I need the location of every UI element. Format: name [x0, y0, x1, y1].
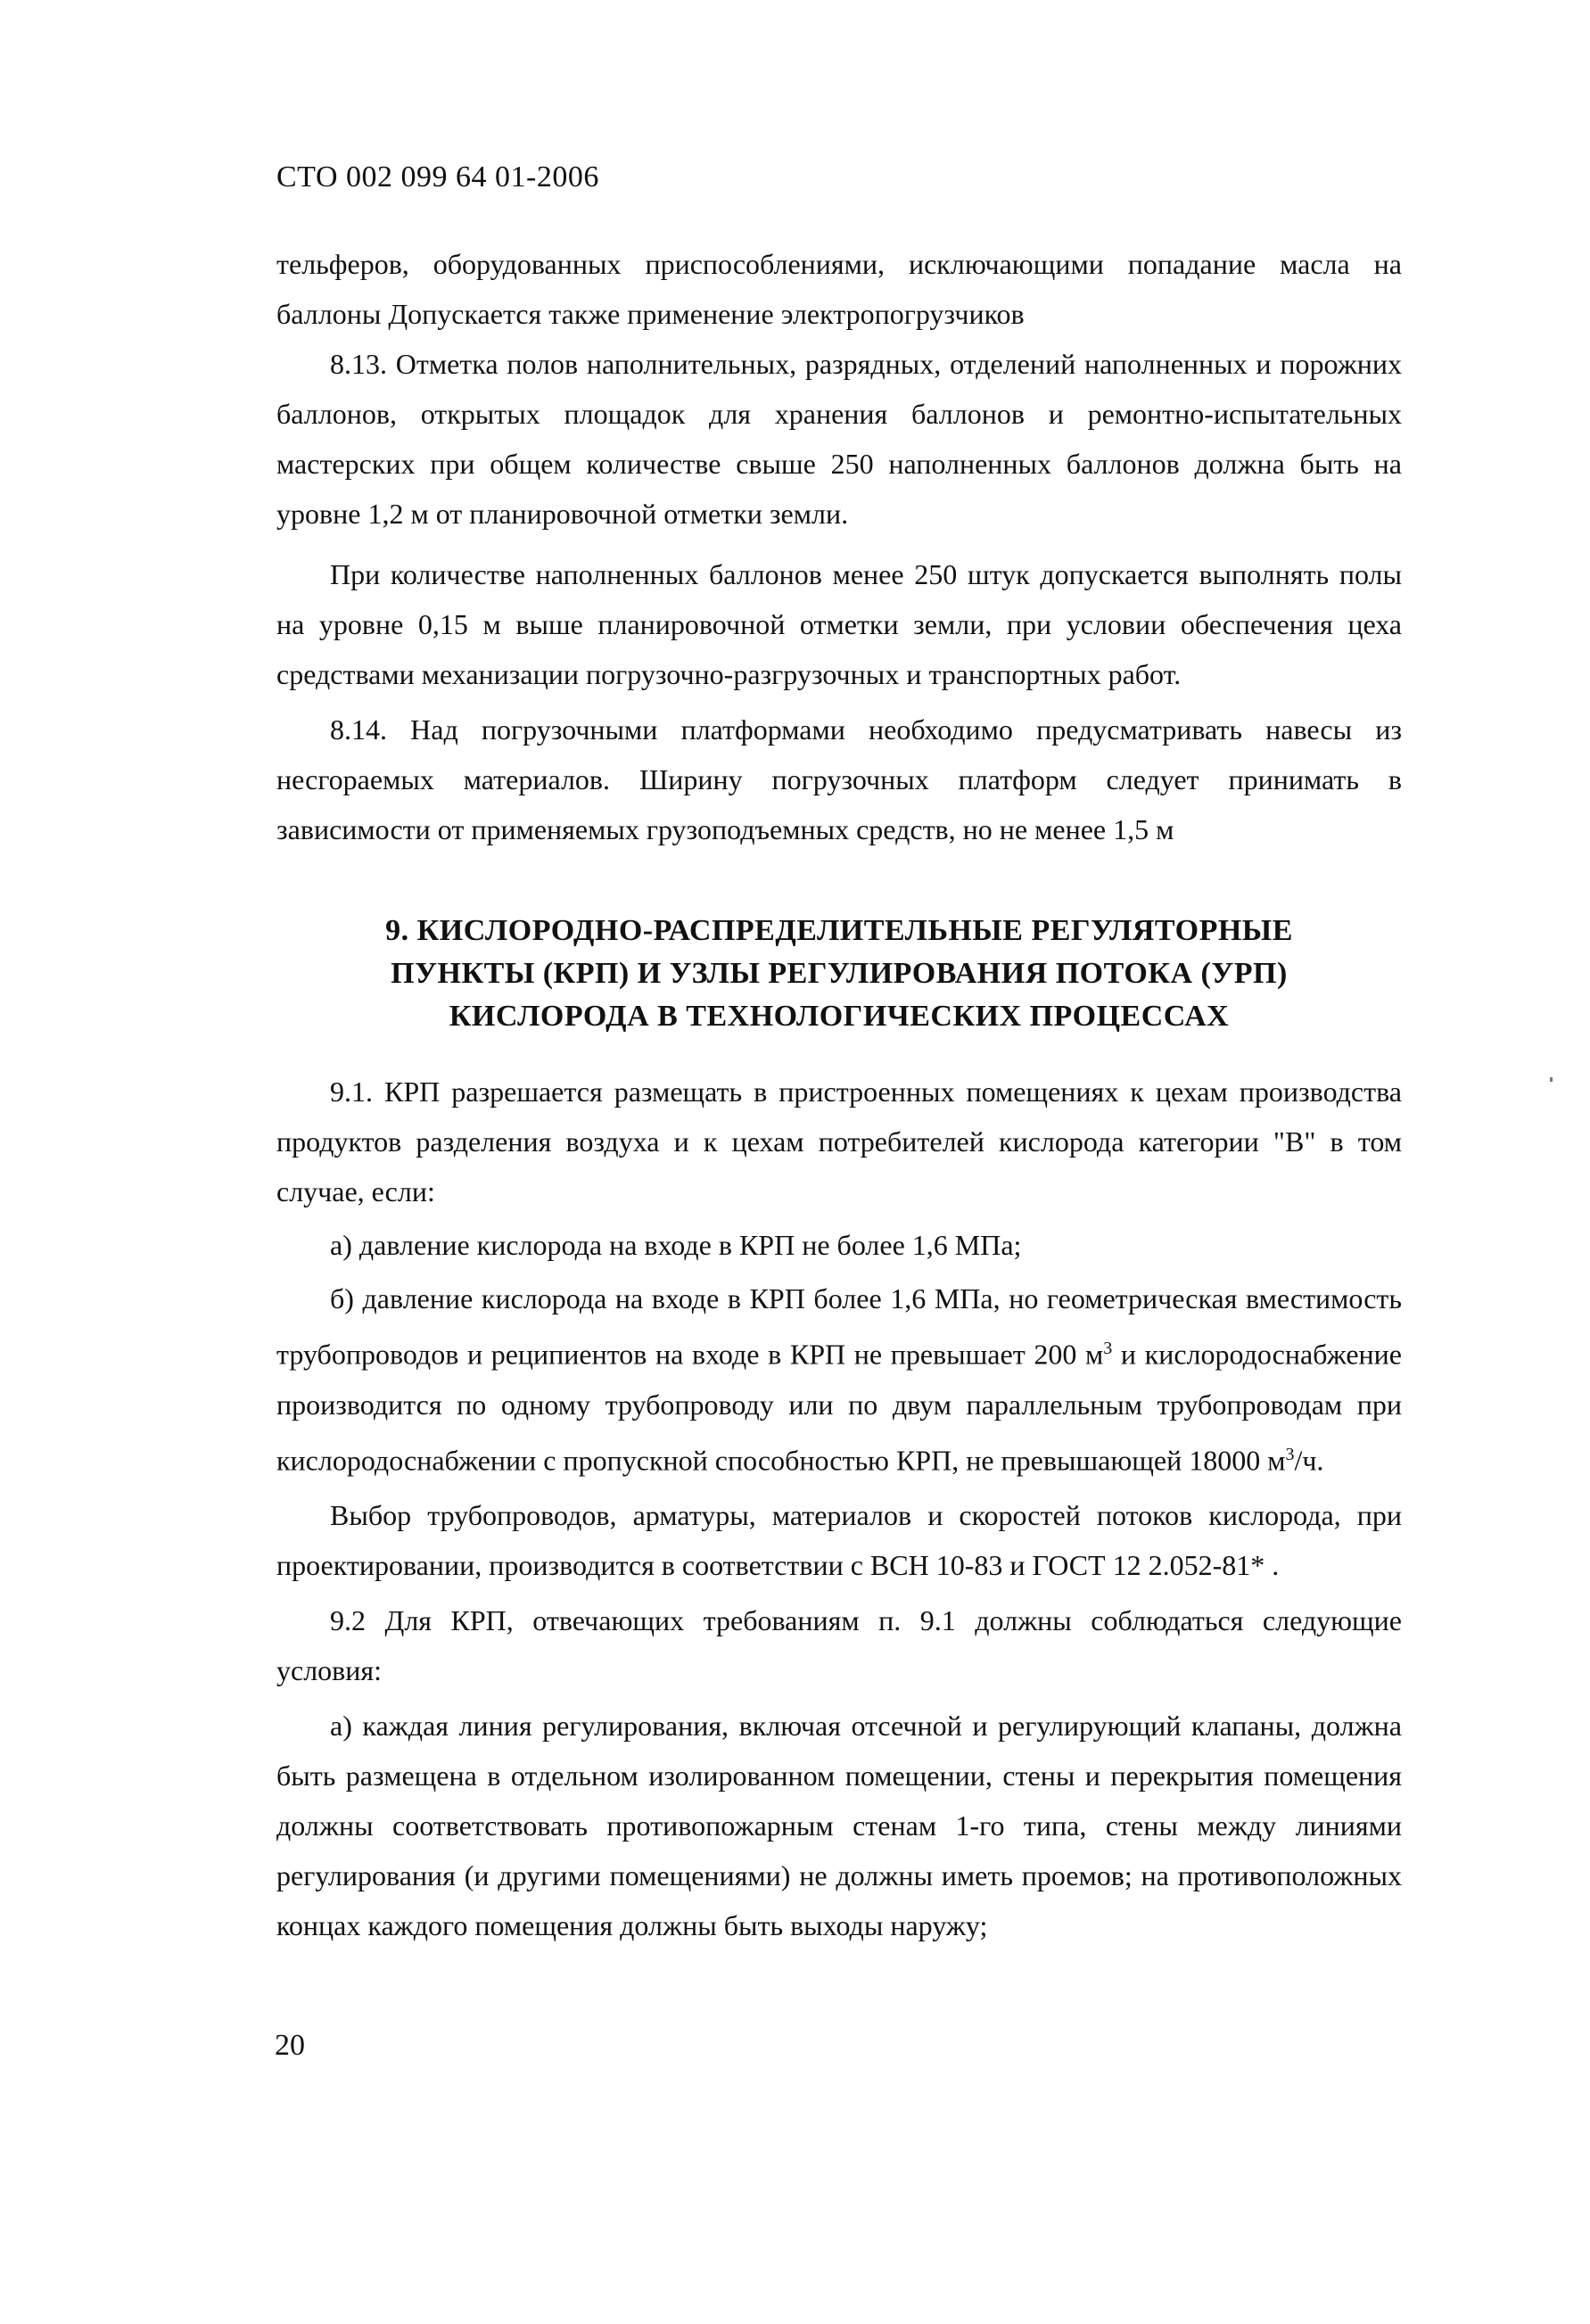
paragraph-8-13: 8.13. Отметка полов наполнительных, разрядных, отделений наполненных и порожних баллонов, открытых площадок для хранения баллонов и ремонтно-испытательных мастерских при общем количестве свыше 250 наполненных баллонов должна быть на уровне 1,2 м от планировочной отметки земли. — [276, 348, 1402, 530]
superscript: 3 — [1103, 1339, 1113, 1358]
section-title-line: КИСЛОРОДА В ТЕХНОЛОГИЧЕСКИХ ПРОЦЕССАХ — [449, 1000, 1230, 1033]
document-header: СТО 002 099 64 01-2006 — [276, 161, 599, 194]
text-block-2 — [276, 1067, 1402, 1950]
scan-speck — [1550, 1077, 1553, 1082]
paragraph-9-1-b — [276, 1273, 1402, 1485]
paragraph-text: б) давление кислорода на входе в КРП более 1,6 МПа, но геометрическая вместимость трубопроводов и реципиентов на входе в КРП не превышает 200 м — [276, 1282, 1402, 1371]
section-title-line: 9. КИСЛОРОДНО-РАСПРЕДЕЛИТЕЛЬНЫЕ РЕГУЛЯТОРНЫЕ — [385, 914, 1293, 947]
paragraph-8-14: 8.14. Над погрузочными платформами необходимо предусматривать навесы из несгораемых материалов. Ширину погрузочных платформ следует принимать в зависимости от применяемых грузоподъемных средств, но не менее 1,5 м — [276, 713, 1402, 845]
text-block-1 — [276, 239, 1402, 854]
paragraph-text: и кислородоснабжение производится по одному трубопроводу или по двум параллельным трубопроводам при кислородоснабжении с пропускной способностью КРП, не превышающей 18000 м — [276, 1338, 1403, 1477]
paragraph-9-1: 9.1. КРП разрешается размещать в пристроенных помещениях к цехам производства продуктов разделения воздуха и к цехам потребителей кислорода категории "В" в том случае, если: — [276, 1075, 1402, 1207]
paragraph-9-2-a: а) каждая линия регулирования, включая отсечной и регулирующий клапаны, должна быть размещена в отдельном изолированном помещении, стены и перекрытия помещения должны соответствовать противопожарным стенам 1-го типа, стены между линиями регулирования (и другими помещениями) не должны иметь проемов; на противоположных концах каждого помещения должны быть выходы наружу; — [276, 1710, 1402, 1942]
paragraph-text: /ч. — [1294, 1444, 1324, 1477]
page-number: 20 — [275, 2029, 305, 2062]
section-9-title — [276, 910, 1402, 1038]
paragraph-selection-note: Выбор трубопроводов, арматуры, материалов и скоростей потоков кислорода, при проектировании, производится в соответствии с ВСН 10-83 и ГОСТ 12 2.052-81* . — [276, 1499, 1402, 1582]
section-title-line: ПУНКТЫ (КРП) И УЗЛЫ РЕГУЛИРОВАНИЯ ПОТОКА (УРП) — [391, 957, 1288, 990]
paragraph-9-2: 9.2 Для КРП, отвечающих требованиям п. 9.1 должны соблюдаться следующие условия: — [276, 1604, 1402, 1687]
paragraph-8-13-note: При количестве наполненных баллонов менее 250 штук допускается выполнять полы на уровне 0,15 м выше планировочной отметки земли, при условии обеспечения цеха средствами механизации погрузочно-разгрузочных и транспортных работ. — [276, 558, 1402, 690]
superscript: 3 — [1285, 1444, 1295, 1464]
paragraph-9-1-a: а) давление кислорода на входе в КРП не более 1,6 МПа; — [330, 1229, 1022, 1261]
paragraph-continuation: тельферов, оборудованных приспособлениями, исключающими попадание масла на баллоны Допускается также применение электропогрузчиков — [276, 248, 1402, 330]
